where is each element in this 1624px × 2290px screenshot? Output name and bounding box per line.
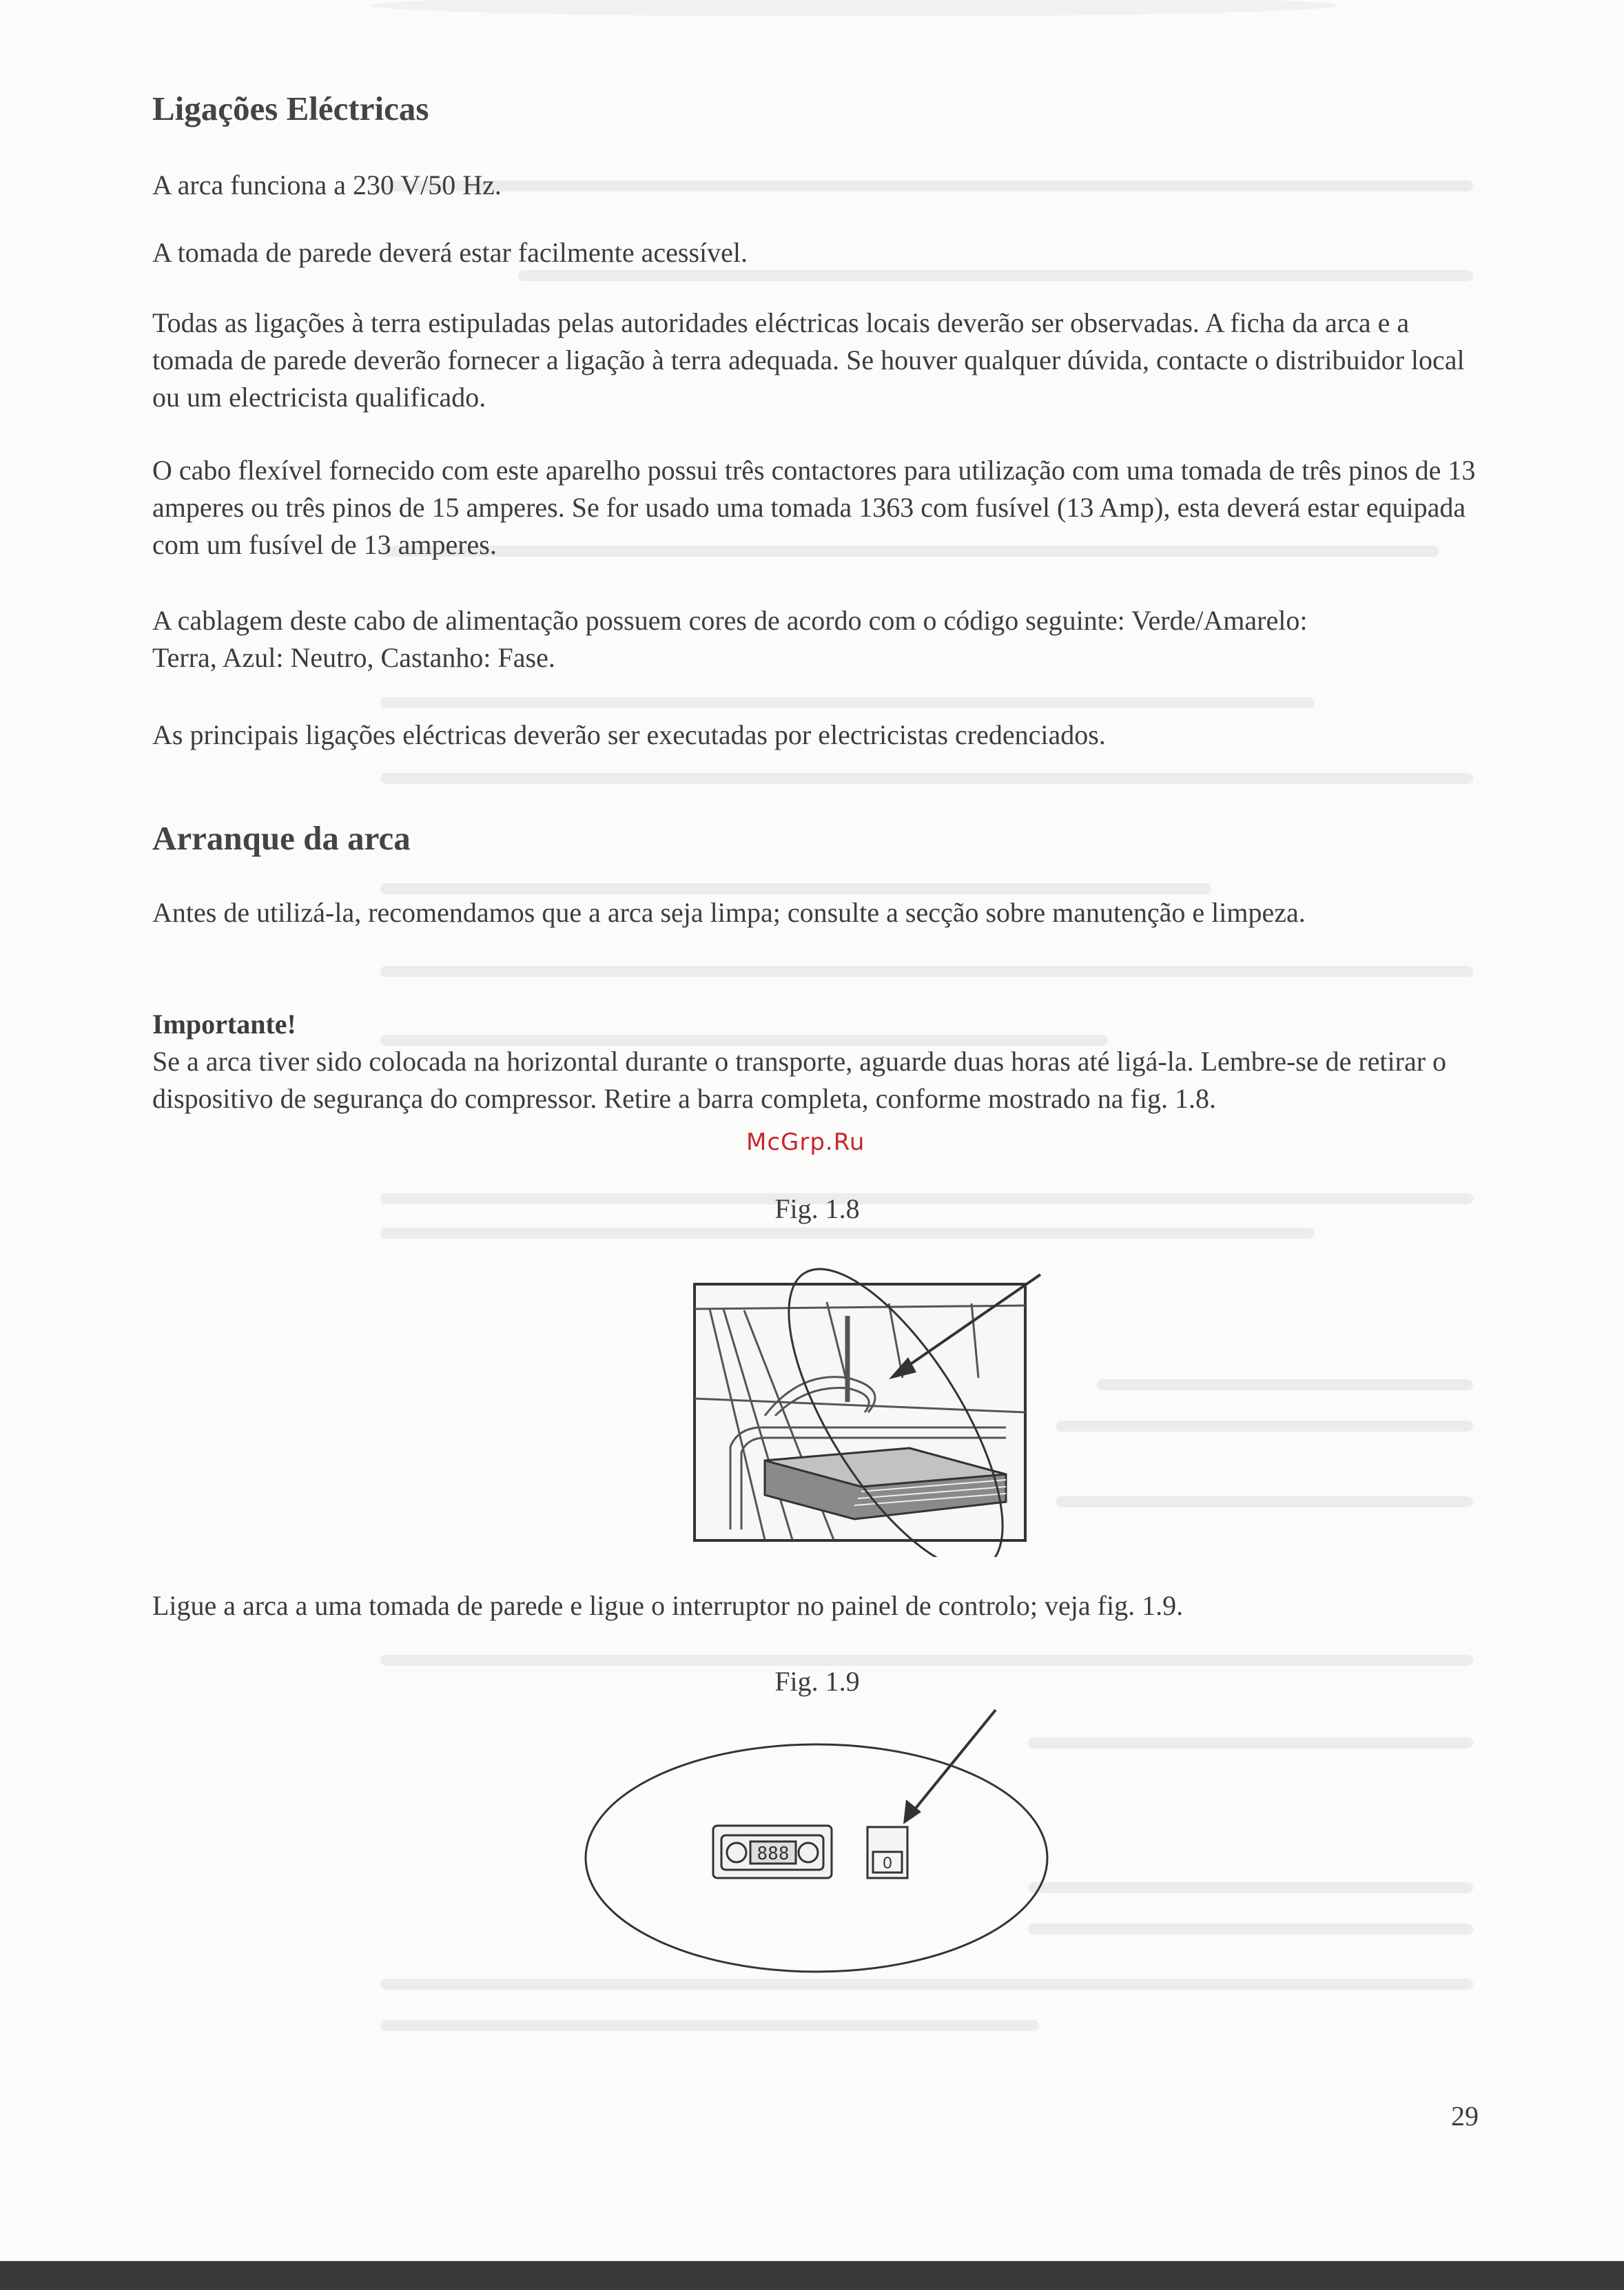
section-title-startup: Arranque da arca (152, 819, 411, 857)
paragraph-cleaning: Antes de utilizá-la, recomendamos que a arca seja limpa; consulte a secção sobre manutenção e limpeza. (152, 897, 1306, 928)
display-digits: 888 (757, 1844, 790, 1864)
figure-1-9-control-panel (582, 1702, 1058, 1977)
figure-caption-1-8: Fig. 1.8 (774, 1193, 860, 1224)
switch-label: 0 (883, 1854, 892, 1873)
page-number: 29 (1451, 2101, 1479, 2132)
paragraph-voltage: A arca funciona a 230 V/50 Hz. (152, 169, 502, 200)
figure-1-8-compressor-bar (682, 1268, 1082, 1557)
paragraph-earthing: Todas as ligações à terra estipuladas pelas autoridades eléctricas locais deverão ser observadas. A ficha da arca e a tomada de parede deverão fornecer a ligação à terra adequada. Se houver qualquer dúvida, contacte o distribuidor local ou um electricista qualificado. (152, 307, 1465, 413)
paragraph-switch-on: Ligue a arca a uma tomada de parede e ligue o interruptor no painel de controlo; veja fig. 1.9. (152, 1590, 1184, 1621)
paragraph-wall-socket: A tomada de parede deverá estar facilmente acessível. (152, 237, 748, 268)
figure-caption-1-9: Fig. 1.9 (774, 1666, 860, 1697)
paragraph-important: Se a arca tiver sido colocada na horizontal durante o transporte, aguarde duas horas até ligá-la. Lembre-se de retirar o dispositivo de segurança do compressor. Retire a barra completa, conforme mostrado na fig. 1.8. (152, 1046, 1447, 1114)
paragraph-wiring-colours: A cablagem deste cabo de alimentação possuem cores de acordo com o código seguinte: Verde/Amarelo: Terra, Azul: Neutro, Castanho: Fase. (152, 605, 1308, 673)
paragraph-cable: O cabo flexível fornecido com este aparelho possui três contactores para utilização com uma tomada de três pinos de 13 amperes ou três pinos de 15 amperes. Se for usado uma tomada 1363 com fusível (13 Amp), esta deverá estar equipada com um fusível de 13 amperes. (152, 455, 1476, 560)
section-title-electrical: Ligações Eléctricas (152, 90, 429, 127)
important-label: Importante! (152, 1009, 296, 1040)
scan-edge-bar (0, 2261, 1624, 2290)
watermark: McGrp.Ru (746, 1128, 865, 1156)
paragraph-electricians: As principais ligações eléctricas deverão ser executadas por electricistas credenciados. (152, 719, 1106, 750)
